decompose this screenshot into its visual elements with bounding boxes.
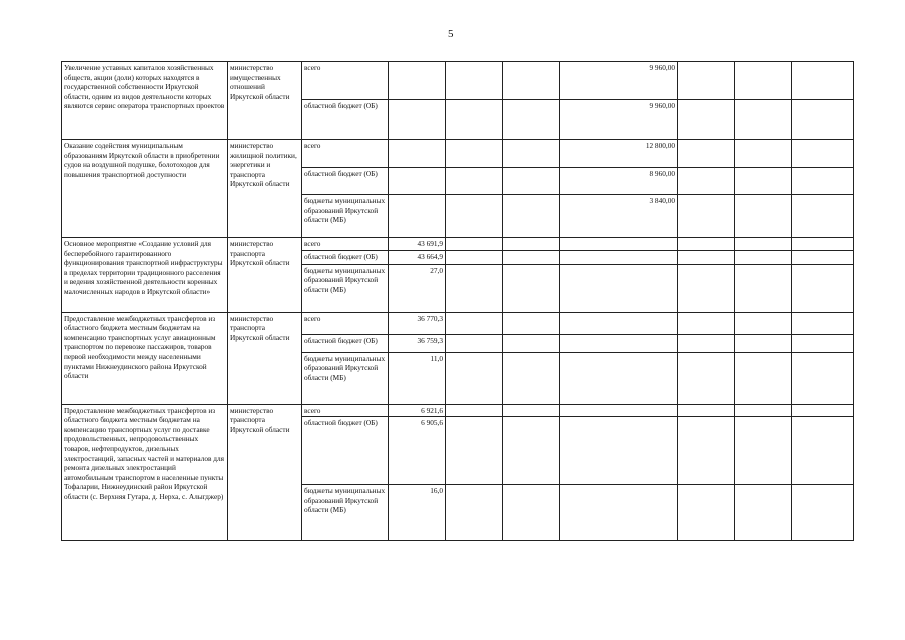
- value-cell: [389, 100, 446, 140]
- value-cell: 16,0: [389, 485, 446, 541]
- value-cell: 27,0: [389, 264, 446, 312]
- measure-description: Оказание содействия муниципальным образованиям Иркутской области в приобретении судов на воздушной подушке, болотоходов для повышения транспортной доступности: [62, 140, 228, 238]
- empty-cell: [735, 264, 792, 312]
- empty-cell: [678, 417, 735, 485]
- value-cell: [560, 238, 678, 251]
- empty-cell: [503, 62, 560, 100]
- empty-cell: [446, 62, 503, 100]
- empty-cell: [446, 485, 503, 541]
- empty-cell: [503, 352, 560, 404]
- empty-cell: [735, 168, 792, 195]
- funding-source: бюджеты муниципальных образований Иркутской области (МБ): [302, 264, 389, 312]
- table-row: [62, 404, 854, 417]
- funding-source: бюджеты муниципальных образований Иркутской области (МБ): [302, 485, 389, 541]
- empty-cell: [503, 140, 560, 168]
- empty-cell: [792, 485, 854, 541]
- value-cell: 12 800,00: [560, 140, 678, 168]
- empty-cell: [792, 62, 854, 100]
- funding-source: всего: [302, 62, 389, 100]
- measure-description: Основное мероприятие «Создание условий для бесперебойного гарантированного функционирования транспортной инфраструктуры в пределах территории традиционного расселения и ведения хозяйственной деятельности коренных малочисленных народов в Иркутской области»: [62, 238, 228, 313]
- empty-cell: [735, 404, 792, 417]
- empty-cell: [792, 250, 854, 264]
- value-cell: 36 770,3: [389, 312, 446, 334]
- empty-cell: [792, 264, 854, 312]
- empty-cell: [678, 238, 735, 251]
- empty-cell: [792, 140, 854, 168]
- empty-cell: [678, 168, 735, 195]
- empty-cell: [792, 404, 854, 417]
- value-cell: [389, 195, 446, 238]
- empty-cell: [792, 417, 854, 485]
- executor: министерство имущественных отношений Иркутской области: [228, 62, 302, 140]
- empty-cell: [503, 404, 560, 417]
- empty-cell: [446, 250, 503, 264]
- measure-description: Предоставление межбюджетных трансфертов из областного бюджета местным бюджетам на компенсацию транспортных услуг авиационным транспортом по перевозке пассажиров, товаров первой необходимости между населенными пунктами Нижнеудинского района Иркутской области: [62, 312, 228, 404]
- value-cell: [560, 404, 678, 417]
- value-cell: 9 960,00: [560, 62, 678, 100]
- empty-cell: [792, 195, 854, 238]
- empty-cell: [503, 312, 560, 334]
- empty-cell: [678, 404, 735, 417]
- value-cell: 11,0: [389, 352, 446, 404]
- empty-cell: [735, 62, 792, 100]
- executor: министерство транспорта Иркутской области: [228, 312, 302, 404]
- empty-cell: [503, 195, 560, 238]
- empty-cell: [735, 417, 792, 485]
- empty-cell: [446, 334, 503, 352]
- funding-source: всего: [302, 140, 389, 168]
- empty-cell: [446, 312, 503, 334]
- funding-source: областной бюджет (ОБ): [302, 334, 389, 352]
- empty-cell: [503, 250, 560, 264]
- empty-cell: [678, 195, 735, 238]
- funding-source: бюджеты муниципальных образований Иркутской области (МБ): [302, 352, 389, 404]
- table-row: [62, 62, 854, 100]
- table-row: [62, 312, 854, 334]
- empty-cell: [792, 334, 854, 352]
- funding-source: всего: [302, 404, 389, 417]
- measure-description: Увеличение уставных капиталов хозяйственных обществ, акции (доли) которых находятся в государственной собственности Иркутской области, одним из видов деятельности которых являются сервис оператора транспортных проектов: [62, 62, 228, 140]
- measure-description: Предоставление межбюджетных трансфертов из областного бюджета местным бюджетам на компенсацию транспортных услуг по доставке продовольственных, непродовольственных товаров, нефтепродуктов, дизельных электростанций, запасных частей и материалов для ремонта дизельных электростанций автомобильным транспортом в населенные пункты Тофаларии, Нижнеудинский район Иркутской области (с. Верхняя Гутара, д. Нерха, с. Алыгджер): [62, 404, 228, 541]
- empty-cell: [792, 168, 854, 195]
- value-cell: 9 960,00: [560, 100, 678, 140]
- empty-cell: [446, 417, 503, 485]
- empty-cell: [678, 334, 735, 352]
- empty-cell: [503, 264, 560, 312]
- empty-cell: [446, 100, 503, 140]
- empty-cell: [792, 100, 854, 140]
- empty-cell: [735, 312, 792, 334]
- empty-cell: [503, 238, 560, 251]
- value-cell: [560, 352, 678, 404]
- empty-cell: [735, 238, 792, 251]
- empty-cell: [446, 195, 503, 238]
- value-cell: 3 840,00: [560, 195, 678, 238]
- value-cell: [389, 62, 446, 100]
- page-number: 5: [448, 28, 454, 40]
- funding-source: областной бюджет (ОБ): [302, 100, 389, 140]
- executor: министерство транспорта Иркутской области: [228, 238, 302, 313]
- empty-cell: [735, 250, 792, 264]
- value-cell: [389, 140, 446, 168]
- value-cell: [560, 250, 678, 264]
- funding-source: бюджеты муниципальных образований Иркутской области (МБ): [302, 195, 389, 238]
- value-cell: [560, 485, 678, 541]
- table-row: [62, 140, 854, 168]
- value-cell: [389, 168, 446, 195]
- empty-cell: [735, 334, 792, 352]
- empty-cell: [503, 334, 560, 352]
- empty-cell: [792, 352, 854, 404]
- empty-cell: [678, 312, 735, 334]
- value-cell: [560, 312, 678, 334]
- empty-cell: [446, 140, 503, 168]
- table-row: [62, 238, 854, 251]
- empty-cell: [678, 352, 735, 404]
- empty-cell: [446, 404, 503, 417]
- funding-source: областной бюджет (ОБ): [302, 168, 389, 195]
- empty-cell: [678, 250, 735, 264]
- value-cell: 6 905,6: [389, 417, 446, 485]
- empty-cell: [503, 485, 560, 541]
- empty-cell: [678, 140, 735, 168]
- empty-cell: [503, 100, 560, 140]
- empty-cell: [446, 352, 503, 404]
- funding-source: областной бюджет (ОБ): [302, 250, 389, 264]
- funding-source: всего: [302, 312, 389, 334]
- value-cell: 8 960,00: [560, 168, 678, 195]
- executor: министерство жилищной политики, энергетики и транспорта Иркутской области: [228, 140, 302, 238]
- funding-source: областной бюджет (ОБ): [302, 417, 389, 485]
- value-cell: [560, 334, 678, 352]
- empty-cell: [503, 417, 560, 485]
- empty-cell: [792, 238, 854, 251]
- empty-cell: [678, 100, 735, 140]
- empty-cell: [446, 264, 503, 312]
- value-cell: 6 921,6: [389, 404, 446, 417]
- funding-source: всего: [302, 238, 389, 251]
- empty-cell: [792, 312, 854, 334]
- value-cell: 36 759,3: [389, 334, 446, 352]
- executor: министерство транспорта Иркутской области: [228, 404, 302, 541]
- empty-cell: [678, 485, 735, 541]
- value-cell: [560, 264, 678, 312]
- empty-cell: [503, 168, 560, 195]
- value-cell: 43 691,9: [389, 238, 446, 251]
- empty-cell: [678, 264, 735, 312]
- budget-table: [61, 61, 854, 541]
- empty-cell: [678, 62, 735, 100]
- empty-cell: [735, 485, 792, 541]
- empty-cell: [735, 100, 792, 140]
- value-cell: [560, 417, 678, 485]
- empty-cell: [735, 352, 792, 404]
- empty-cell: [446, 168, 503, 195]
- empty-cell: [735, 195, 792, 238]
- empty-cell: [735, 140, 792, 168]
- empty-cell: [446, 238, 503, 251]
- value-cell: 43 664,9: [389, 250, 446, 264]
